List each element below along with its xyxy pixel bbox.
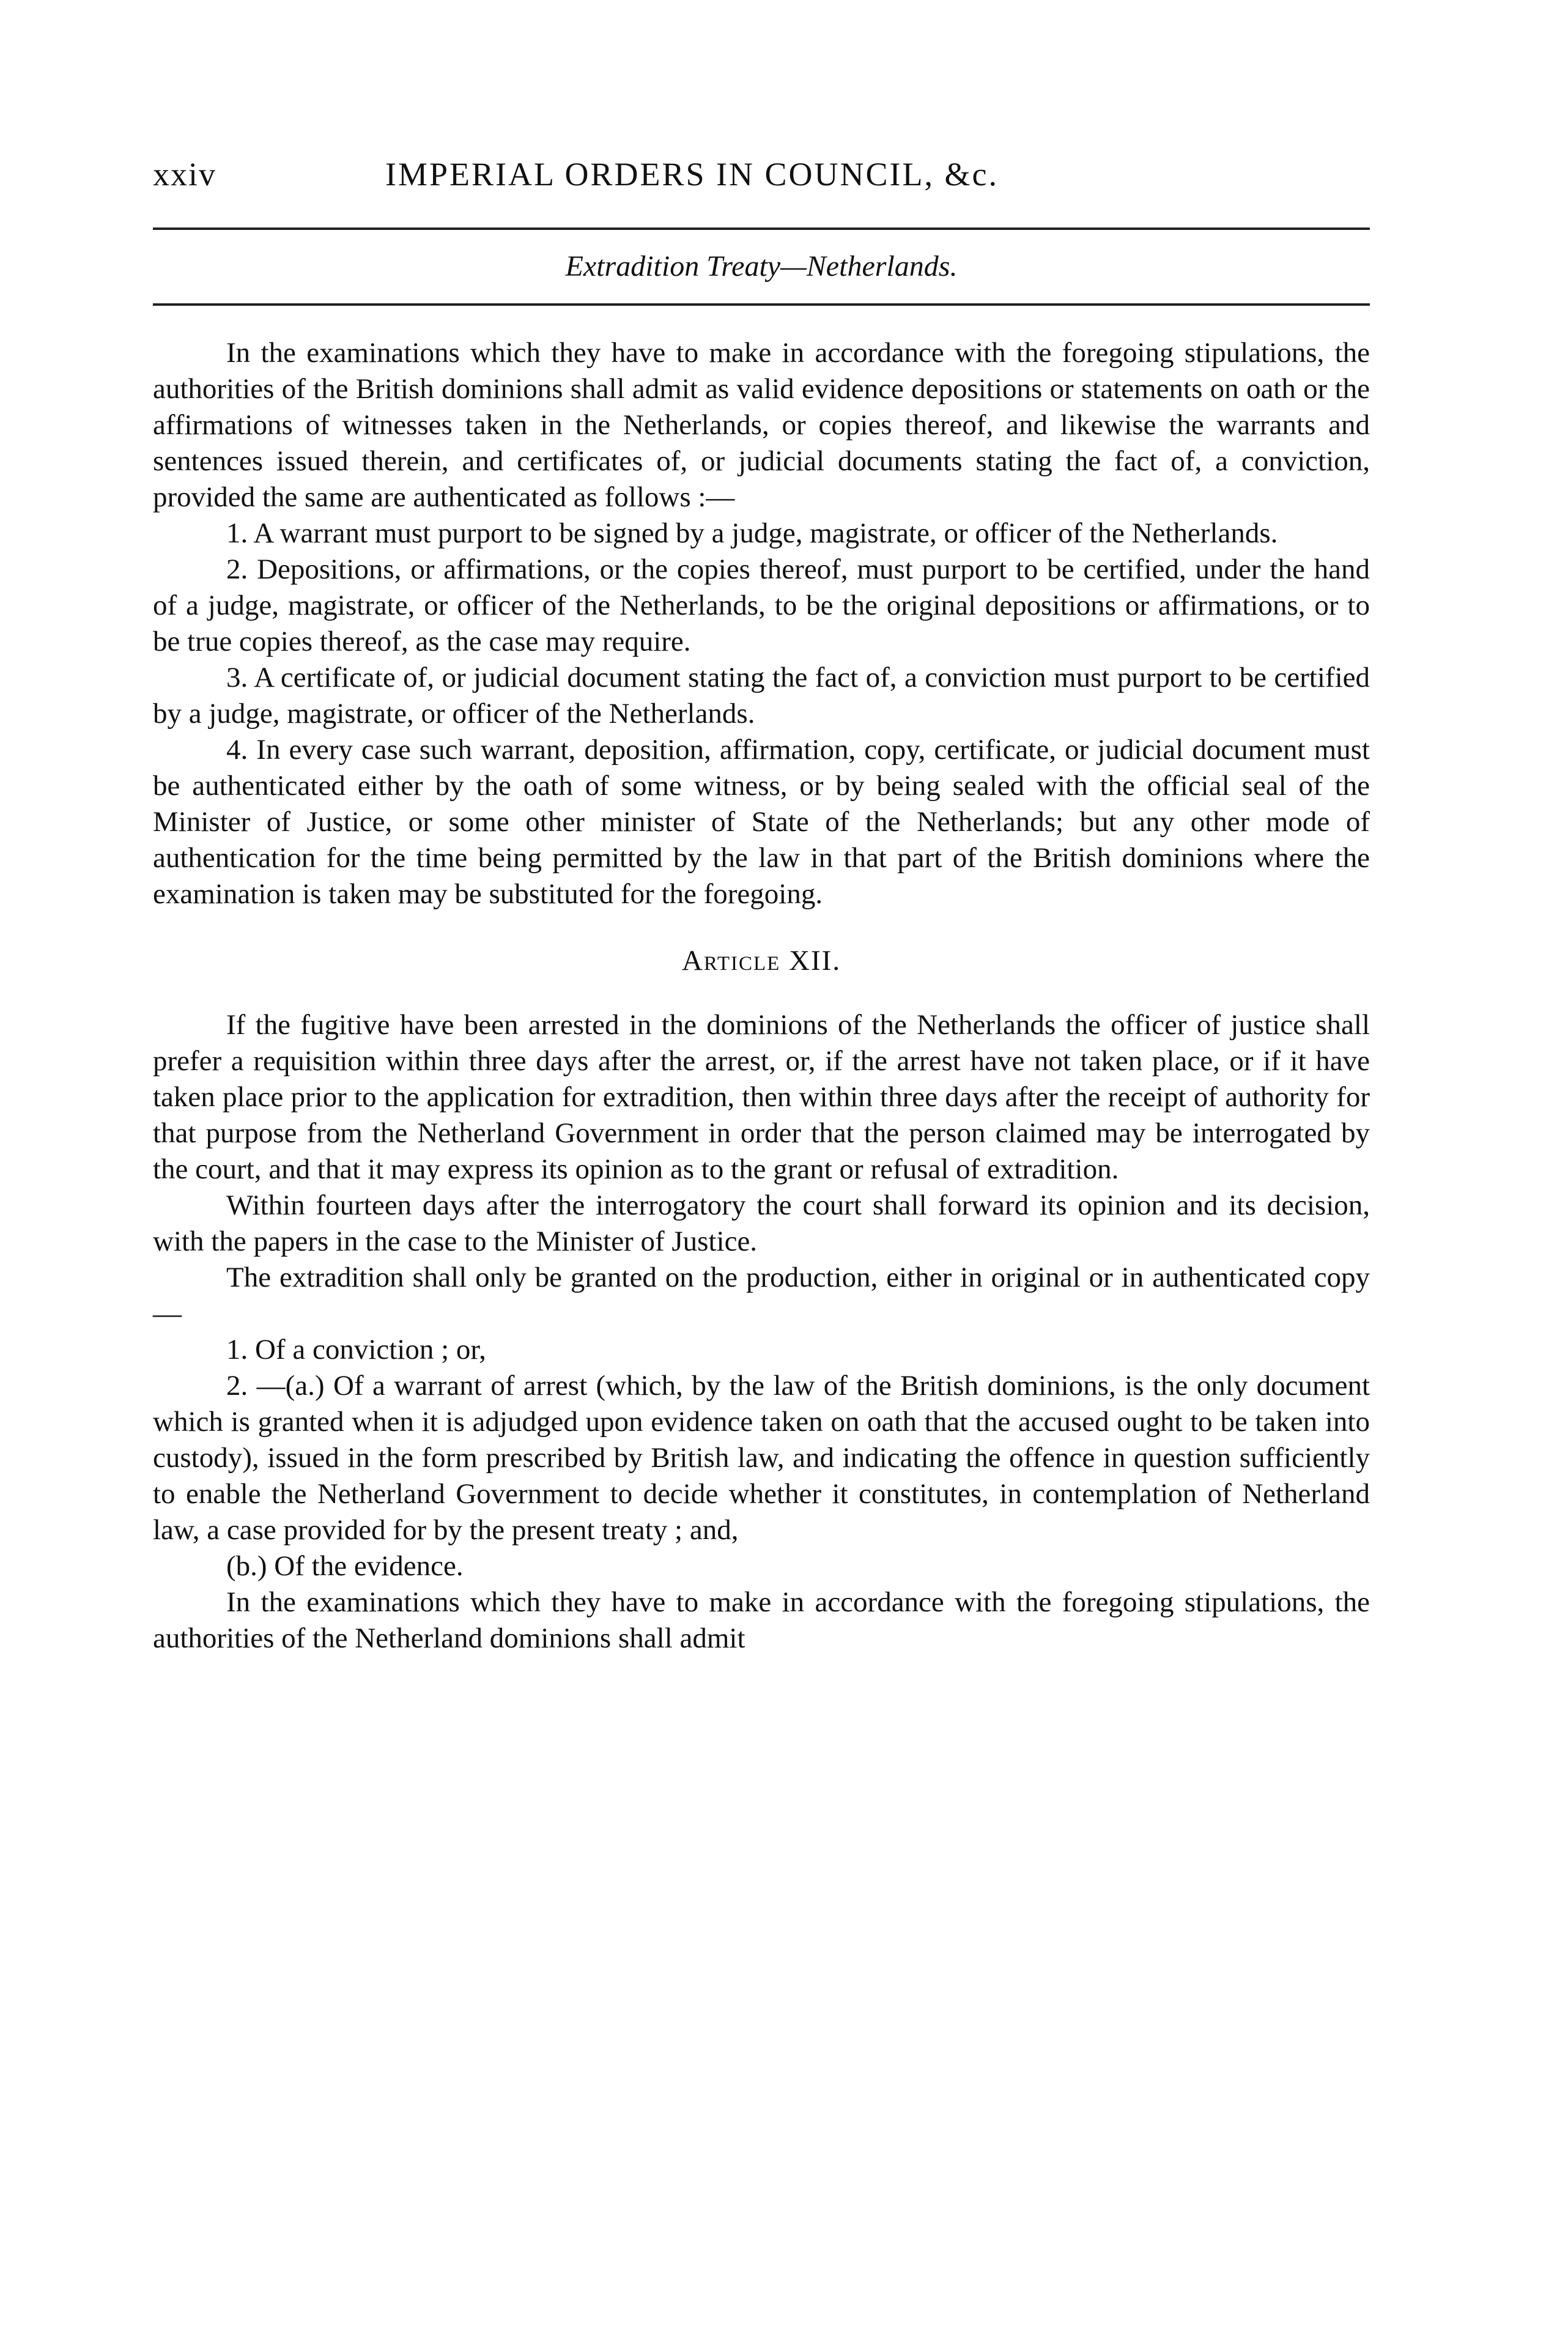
paragraph: 3. A certificate of, or judicial document stating the fact of, a conviction must purport to be certified by a judge, magistrate, or officer of the Netherlands. [153, 662, 1370, 730]
section-subheading: Extradition Treaty—Netherlands. [565, 250, 958, 283]
paragraph: (b.) Of the evidence. [226, 1550, 464, 1582]
paragraph: 1. A warrant must purport to be signed by a judge, magistrate, or officer of the Netherlands. [226, 517, 1278, 549]
article-number: XII. [789, 945, 841, 977]
paragraph: Within fourteen days after the interrogatory the court shall forward its opinion and its decision, with the papers in the case to the Minister of Justice. [153, 1189, 1370, 1257]
paragraph: 2. —(a.) Of a warrant of arrest (which, by the law of the British dominions, is the only document which is granted when it is adjudged upon evidence taken on oath that the accused ought to be taken into custody), issued in the form prescribed by British law, and indicating the offence in question sufficiently to enable the Netherland Government to decide whether it constitutes, in contemplation of Netherland law, a case provided for by the present treaty ; and, [153, 1370, 1370, 1546]
body-text [153, 335, 1370, 1657]
header-rule-bottom [153, 303, 1370, 306]
paragraph: If the fugitive have been arrested in the dominions of the Netherlands the officer of justice shall prefer a requisition within three days after the arrest, or, if the arrest have not taken place, or if it have taken place prior to the application for extradition, then within three days after the receipt of authority for that purpose from the Netherland Government in order that the person claimed may be interrogated by the court, and that it may express its opinion as to the grant or refusal of extradition. [153, 1009, 1370, 1185]
document-page [153, 153, 1370, 2244]
paragraph: In the examinations which they have to make in accordance with the foregoing stipulations, the authorities of the British dominions shall admit as valid evidence depositions or statements on oath or the affirmations of witnesses taken in the Netherlands, or copies thereof, and likewise the warrants and sentences issued therein, and certificates of, or judicial documents stating the fact of, a conviction, provided the same are authenticated as follows :— [153, 337, 1370, 513]
paragraph: The extradition shall only be granted on the production, either in original or in authenticated copy— [153, 1262, 1370, 1329]
paragraph: 4. In every case such warrant, deposition, affirmation, copy, certificate, or judicial document must be authenticated either by the oath of some witness, or by being sealed with the official seal of the Minister of Justice, or some other minister of State of the Netherlands; but any other mode of authentication for the time being permitted by the law in that part of the British dominions where the examination is taken may be substituted for the foregoing. [153, 734, 1370, 910]
article-label: Article [681, 945, 781, 977]
article-heading [153, 943, 1370, 979]
running-head [153, 153, 1370, 196]
header-rule-top [153, 227, 1370, 230]
page-number: xxiv [153, 156, 217, 193]
paragraph: 1. Of a conviction ; or, [226, 1334, 486, 1366]
paragraph: 2. Depositions, or affirmations, or the copies thereof, must purport to be certified, under the hand of a judge, magistrate, or officer of the Netherlands, to be the original depositions or affirmations, or to be true copies thereof, as the case may require. [153, 553, 1370, 657]
paragraph: In the examinations which they have to make in accordance with the foregoing stipulations, the authorities of the Netherland dominions shall admit [153, 1586, 1370, 1654]
running-title: IMPERIAL ORDERS IN COUNCIL, &c. [385, 156, 999, 193]
